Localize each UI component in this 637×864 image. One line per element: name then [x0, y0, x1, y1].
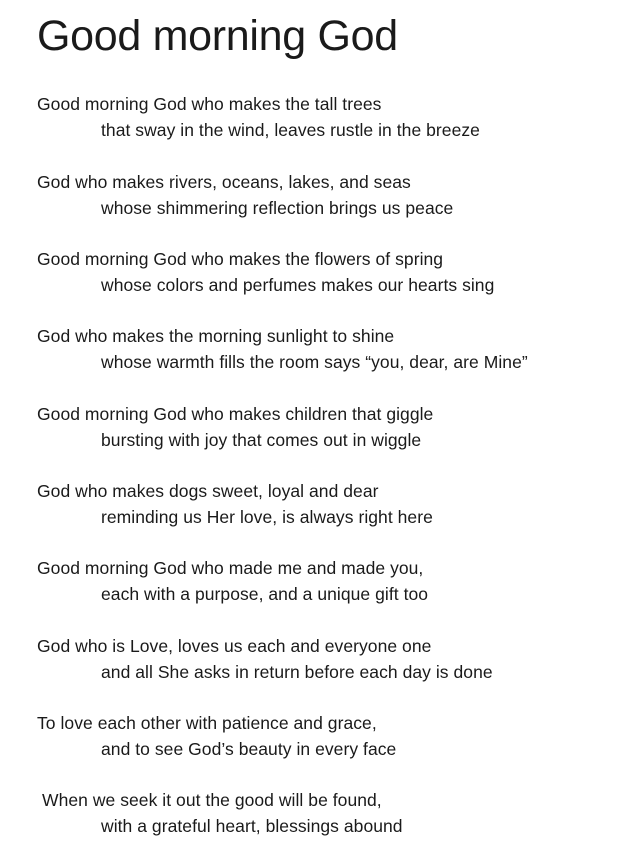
stanza-line-1: When we seek it out the good will be found, — [42, 790, 382, 810]
poem-title: Good morning God — [37, 12, 398, 60]
stanza-line-1: God who makes rivers, oceans, lakes, and seas — [37, 172, 411, 192]
stanza-line-1: Good morning God who made me and made you, — [37, 558, 424, 578]
stanza-line-2: and to see God’s beauty in every face — [101, 739, 397, 759]
stanza-line-1: God who is Love, loves us each and everyone one — [37, 636, 432, 656]
stanza-line-1: God who makes the morning sunlight to shine — [37, 326, 395, 346]
stanza-line-2: that sway in the wind, leaves rustle in the breeze — [101, 120, 480, 140]
stanza-line-2: with a grateful heart, blessings abound — [101, 816, 403, 836]
stanza-line-2: bursting with joy that comes out in wiggle — [101, 430, 422, 450]
stanza-line-2: and all She asks in return before each day is done — [101, 662, 493, 682]
stanza-line-1: Good morning God who makes the tall trees — [37, 94, 382, 114]
stanza-line-2: each with a purpose, and a unique gift too — [101, 584, 429, 604]
stanza-line-2: whose warmth fills the room says “you, dear, are Mine” — [101, 352, 528, 372]
stanza-line-1: Good morning God who makes children that giggle — [37, 404, 434, 424]
stanza-line-2: reminding us Her love, is always right here — [101, 507, 433, 527]
stanza-line-1: Good morning God who makes the flowers of spring — [37, 249, 444, 269]
stanza-line-1: God who makes dogs sweet, loyal and dear — [37, 481, 379, 501]
stanza-line-2: whose colors and perfumes makes our hearts sing — [101, 275, 495, 295]
stanza-line-2: whose shimmering reflection brings us peace — [101, 198, 454, 218]
stanza-line-1: To love each other with patience and grace, — [37, 713, 377, 733]
